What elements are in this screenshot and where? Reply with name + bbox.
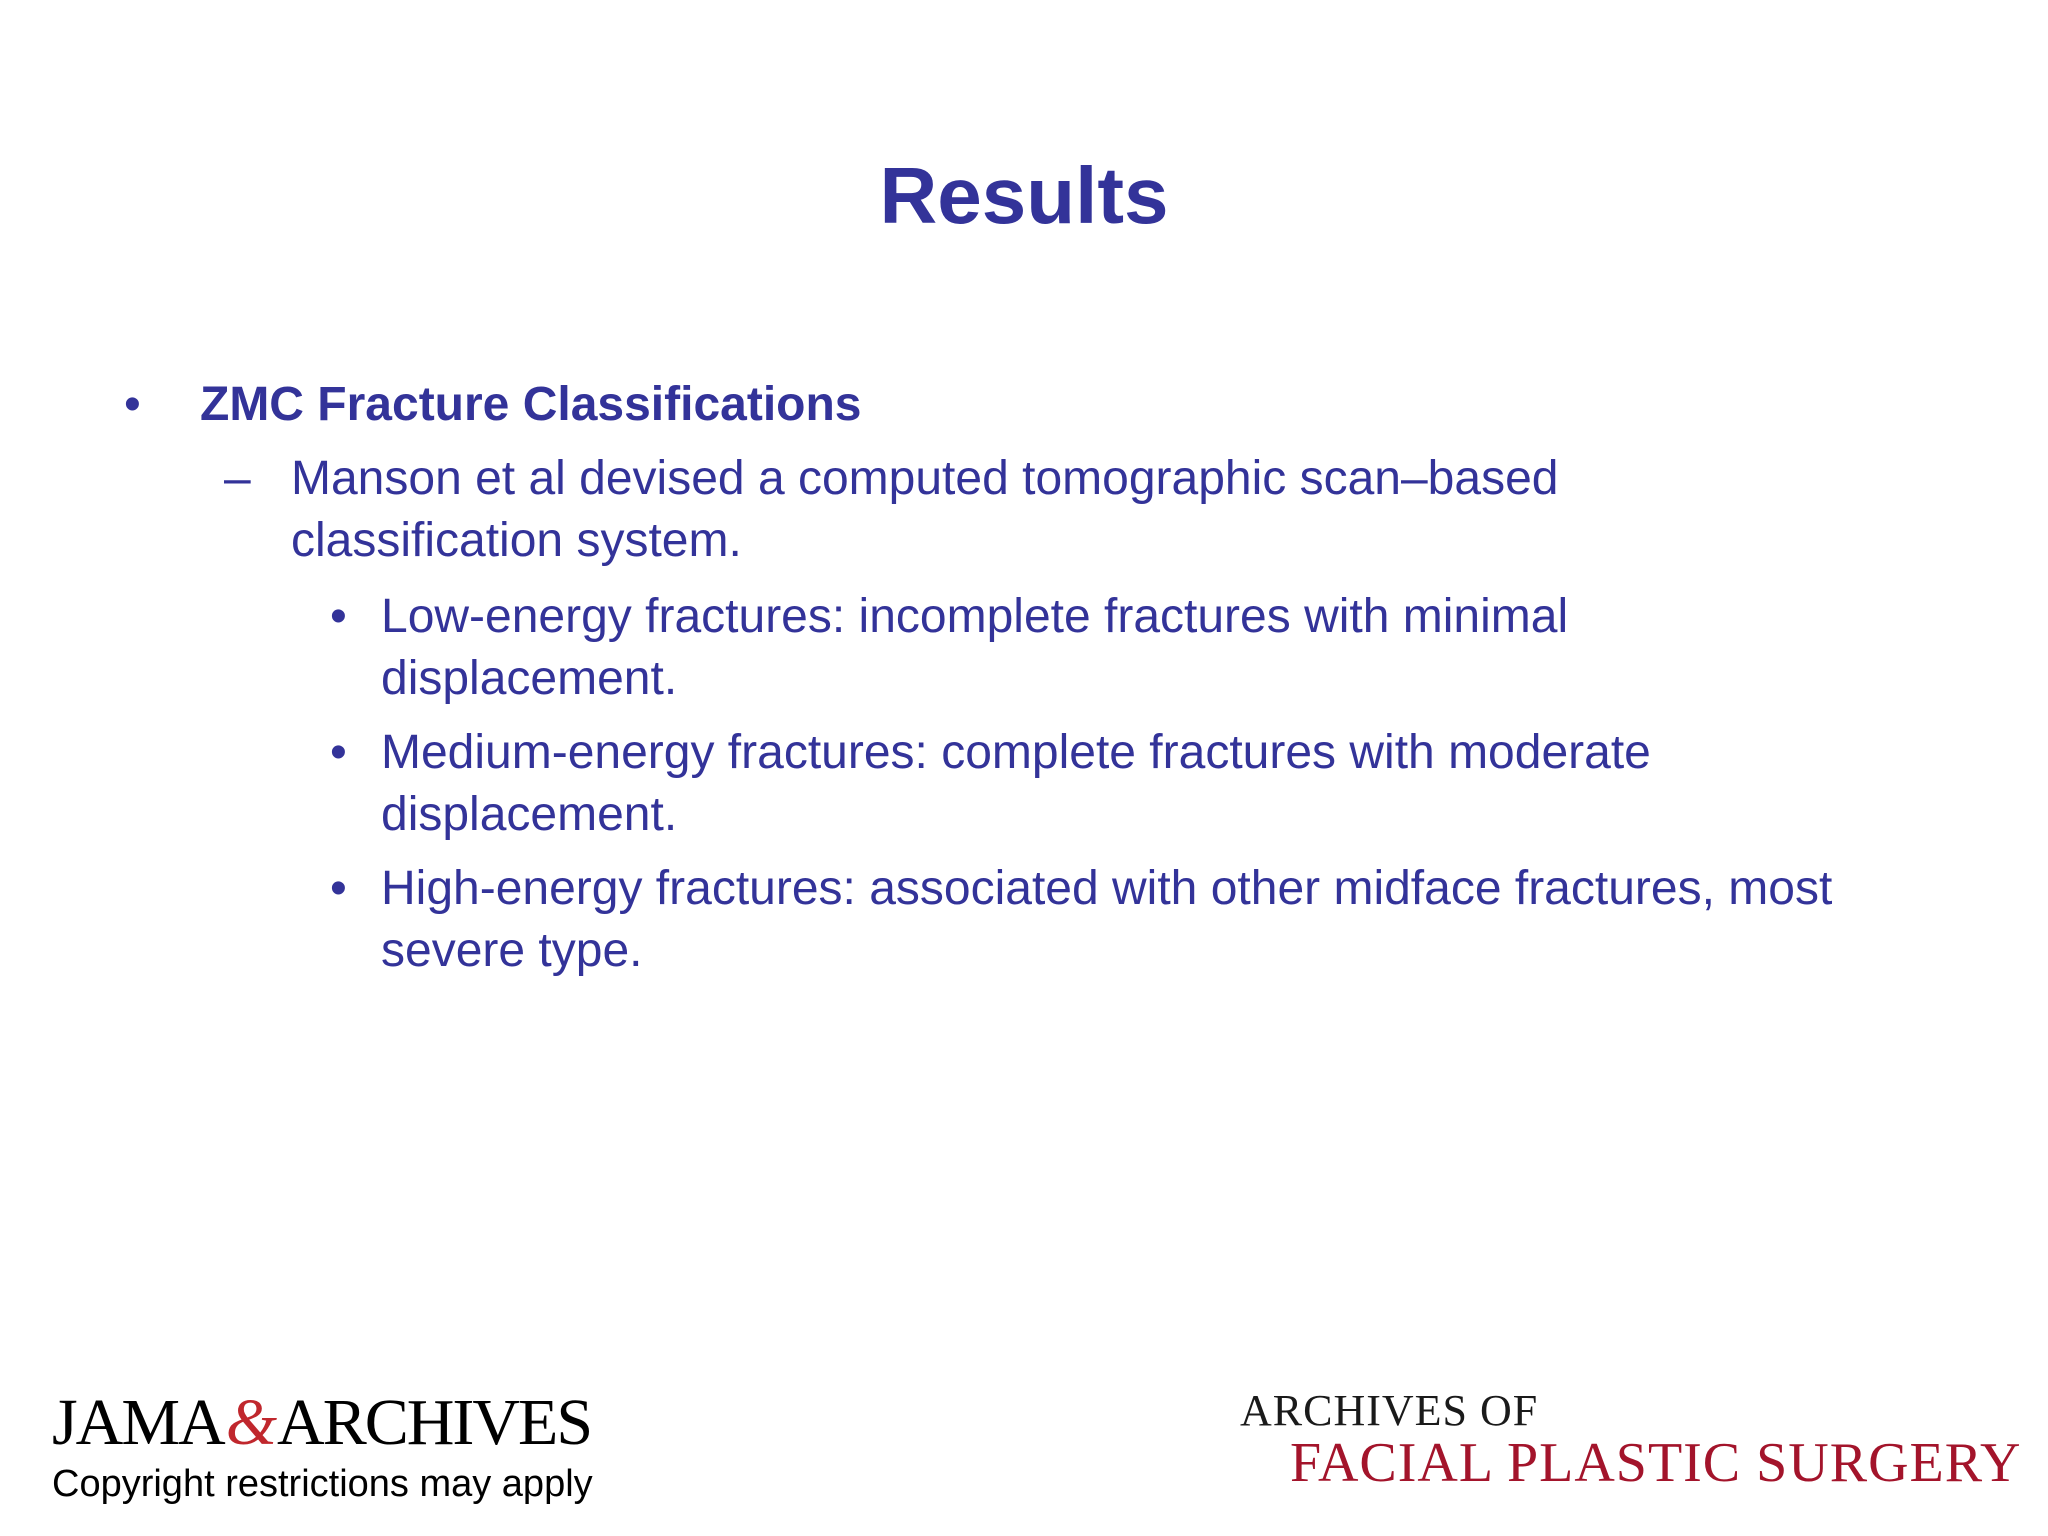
jama-logo-right: ARCHIVES xyxy=(277,1386,592,1459)
journal-logo-bottom: FACIAL PLASTIC SURGERY xyxy=(1290,1432,2022,1494)
jama-logo-left: JAMA xyxy=(52,1386,224,1459)
copyright-notice: Copyright restrictions may apply xyxy=(52,1463,593,1505)
bullet-marker: • xyxy=(330,590,347,643)
slide-title: Results xyxy=(879,151,1169,240)
subsubpoint-low-energy: Low-energy fractures: incomplete fractures with minimal displacement. xyxy=(381,590,1569,705)
bullet-marker: • xyxy=(124,378,141,431)
jama-archives-logo xyxy=(52,1386,652,1459)
subsubpoint-medium-energy: Medium-energy fractures: complete fractures with moderate displacement. xyxy=(381,726,1651,841)
bullet-marker: • xyxy=(330,726,347,779)
bullet-marker: • xyxy=(330,862,347,915)
dash-marker: – xyxy=(224,452,251,505)
subpoint-text: Manson et al devised a computed tomographic scan–based classification system. xyxy=(291,452,1559,567)
jama-archives-footer xyxy=(52,1386,652,1506)
journal-logo xyxy=(1240,1386,2022,1494)
jama-logo-ampersand: & xyxy=(225,1386,276,1459)
subsubpoint-high-energy: High-energy fractures: associated with other midface fractures, most severe type. xyxy=(381,862,1833,977)
journal-logo-top: ARCHIVES OF xyxy=(1240,1386,1539,1435)
bullet-heading: ZMC Fracture Classifications xyxy=(200,378,862,431)
